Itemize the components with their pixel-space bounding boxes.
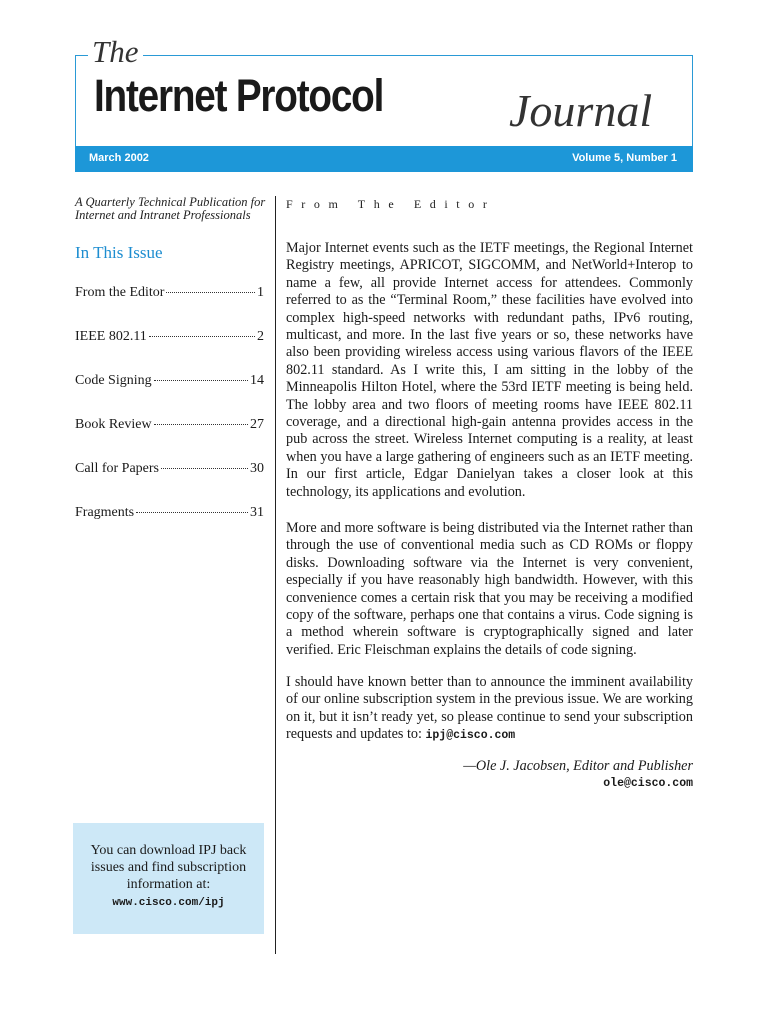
issue-volume: Volume 5, Number 1 bbox=[572, 152, 677, 164]
toc-item[interactable] bbox=[75, 417, 264, 461]
column-divider bbox=[275, 196, 276, 954]
editor-paragraph: Major Internet events such as the IETF meetings, the Regional Internet Registry meetings, APRICOT, SIGCOMM, and NetWorld+Interop to name a few, all provide Internet access for attendees. Commonly referred to as the “Terminal Room,” these facilities have evolved into complex high-speed networks with redundant paths, IPv6 routing, multicast, and more. In the last five years or so, these networks have also been providing wireless access using various flavors of the IEEE 802.11 standard. As I write this, I am sitting in the lobby of the Minneapolis Hilton Hotel, where the 53rd IETF meeting is being held. The lobby area and two floors of meeting rooms have IEEE 802.11 coverage, and a directional high-gain antenna provides access in the pub across the street. Wireless Internet computing is a reality, at least when you have a large gathering of engineers such as an IETF meeting. In our first article, Edgar Danielyan takes a closer look at this technology, its applications and evolution. bbox=[286, 240, 693, 500]
toc-item-page: 14 bbox=[250, 373, 264, 388]
toc-item-page: 31 bbox=[250, 505, 264, 520]
in-this-issue-heading: In This Issue bbox=[75, 243, 163, 262]
editor-email-link[interactable]: ole@cisco.com bbox=[603, 777, 693, 790]
editor-paragraph-text: I should have known better than to announce the imminent availability of our online subscription system in the previous issue. We are working on it, but it isn’t ready yet, so please continue to send your subscription requests and updates to: bbox=[286, 674, 693, 743]
download-info-box bbox=[73, 823, 264, 934]
toc-leader bbox=[154, 424, 248, 425]
masthead-journal: Journal bbox=[509, 85, 653, 136]
toc-item-title: From the Editor bbox=[75, 285, 165, 300]
publication-tagline: A Quarterly Technical Publication for Internet and Intranet Professionals bbox=[75, 195, 266, 222]
toc-item-page: 30 bbox=[250, 461, 264, 476]
masthead-title: Internet Protocol bbox=[94, 70, 384, 121]
toc-leader bbox=[161, 468, 248, 469]
editor-signature: —Ole J. Jacobsen, Editor and Publisher bbox=[463, 758, 693, 774]
issue-date: March 2002 bbox=[89, 152, 149, 164]
editor-paragraph: More and more software is being distributed via the Internet rather than through the use of conventional media such as CD ROMs or floppy disks. Downloading software via the Internet is very convenient, especially if you have reasonably high bandwidth. However, with this convenience comes a certain risk that you may be receiving a modified copy of the software, perhaps one that contains a virus. Code signing is a method wherein software is cryptographically signed and later verified. Eric Fleischman explains the details of code signing. bbox=[286, 520, 693, 658]
toc-item-page: 1 bbox=[257, 285, 264, 300]
toc-item[interactable] bbox=[75, 505, 264, 549]
toc-item-title: Code Signing bbox=[75, 373, 152, 388]
download-url-link[interactable]: www.cisco.com/ipj bbox=[112, 897, 225, 909]
toc-item[interactable] bbox=[75, 461, 264, 505]
toc-item[interactable] bbox=[75, 285, 264, 329]
contact-email-link[interactable]: ipj@cisco.com bbox=[425, 729, 516, 743]
toc-item-page: 27 bbox=[250, 417, 264, 432]
download-text: You can download IPJ back issues and find subscription information at: bbox=[90, 843, 247, 892]
toc-item-title: Fragments bbox=[75, 505, 135, 520]
toc-leader bbox=[136, 512, 248, 513]
toc-leader bbox=[154, 380, 248, 381]
toc-item-title: Call for Papers bbox=[75, 461, 159, 476]
toc-item-title: Book Review bbox=[75, 417, 152, 432]
toc-item-page: 2 bbox=[257, 329, 264, 344]
toc-leader bbox=[166, 292, 255, 293]
toc-item-title: IEEE 802.11 bbox=[75, 329, 147, 344]
editor-paragraph-with-email bbox=[286, 674, 693, 745]
toc-item[interactable] bbox=[75, 329, 264, 373]
masthead-the: The bbox=[88, 33, 143, 71]
table-of-contents bbox=[75, 285, 264, 549]
toc-item[interactable] bbox=[75, 373, 264, 417]
issue-bar bbox=[75, 146, 693, 172]
toc-leader bbox=[149, 336, 255, 337]
from-the-editor-heading: From The Editor bbox=[286, 197, 496, 211]
